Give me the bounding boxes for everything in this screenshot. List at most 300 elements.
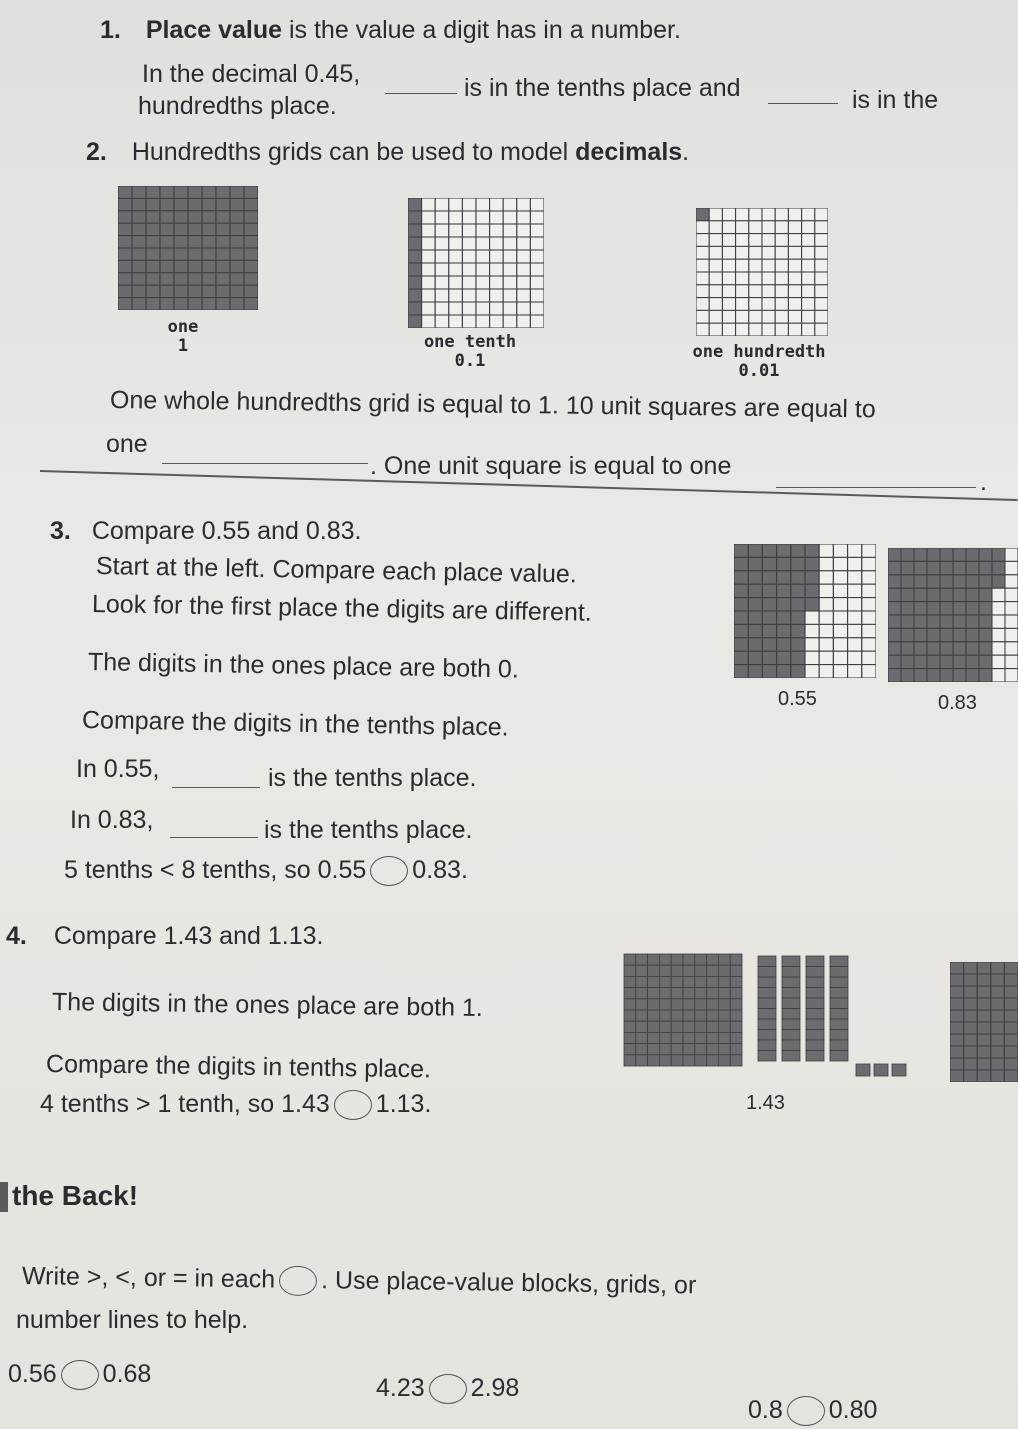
rod-cell <box>782 967 800 978</box>
grid-cell <box>696 285 709 298</box>
grid-cell <box>230 198 244 210</box>
grid-cell <box>815 298 828 311</box>
grid-cell <box>517 276 531 289</box>
grid-cell <box>862 638 876 651</box>
grid-cell <box>734 638 748 651</box>
back-heading-tab <box>0 1182 8 1212</box>
grid-cell <box>408 315 422 328</box>
grid-cell <box>696 323 709 336</box>
q3-blank-083[interactable] <box>170 836 258 838</box>
grid-cell <box>979 615 992 628</box>
grid-cell <box>914 642 927 655</box>
grid-cell <box>927 615 940 628</box>
flat-cell <box>671 1021 683 1032</box>
grid-cell <box>709 259 722 272</box>
rod-cell <box>830 1051 848 1062</box>
grid-cell <box>940 602 953 615</box>
grid-cell <box>762 208 775 221</box>
grid-083-cells <box>888 548 1018 682</box>
grid-cell <box>805 598 819 611</box>
grid-cell <box>888 628 901 641</box>
grid-cell <box>748 544 762 557</box>
q4-line3 <box>40 1090 431 1120</box>
grid-cell <box>953 642 966 655</box>
grid-cell <box>901 602 914 615</box>
grid-cell <box>802 259 815 272</box>
grid-cell <box>503 211 517 224</box>
grid-cell <box>964 974 978 986</box>
grid-cell <box>202 198 216 210</box>
grid-cell <box>802 221 815 234</box>
grid-cell <box>950 1070 964 1082</box>
grid-cell <box>966 642 979 655</box>
grid-cell <box>762 598 776 611</box>
grid-cell <box>1005 575 1018 588</box>
grid-cell <box>216 298 230 310</box>
q2-sentence-b3: . <box>980 468 987 496</box>
grid-cell <box>777 544 791 557</box>
grid-cell <box>476 263 490 276</box>
grid-cell <box>736 234 749 247</box>
flat-cell <box>730 1032 742 1043</box>
grid-cell <box>476 211 490 224</box>
grid-cell <box>160 236 174 248</box>
grid-cell <box>408 289 422 302</box>
grid-cell <box>709 208 722 221</box>
grid-cell <box>422 263 436 276</box>
rod-cell <box>782 988 800 999</box>
grid-cell <box>927 669 940 682</box>
grid-cell <box>503 224 517 237</box>
grid-cell <box>914 548 927 561</box>
grid-cell <box>202 298 216 310</box>
grid-cell <box>762 234 775 247</box>
grid-cell <box>833 571 847 584</box>
q1-blank-tenths[interactable] <box>385 92 457 94</box>
grid-tenth-value: 0.1 <box>454 351 486 371</box>
q4-compare-oval[interactable] <box>334 1090 372 1120</box>
q1-blank-hundredths[interactable] <box>768 102 838 104</box>
grid-cell <box>940 655 953 668</box>
flat-cell <box>718 954 730 965</box>
flat-cell <box>671 999 683 1010</box>
grid-cell <box>462 263 476 276</box>
flat-cell <box>730 999 742 1010</box>
grid-cell <box>408 302 422 315</box>
grid-cell <box>174 223 188 235</box>
grid-cell <box>762 624 776 637</box>
grid-hundredth-label: one hundredth <box>692 342 826 362</box>
grid-cell <box>230 285 244 297</box>
grid-cell <box>230 223 244 235</box>
grid-cell <box>927 655 940 668</box>
grid-cell <box>734 557 748 570</box>
grid-cell <box>146 260 160 272</box>
back-inst-b: . Use place-value blocks, grids, or <box>320 1266 697 1300</box>
flat-cell <box>718 999 730 1010</box>
grid-cell <box>950 1022 964 1034</box>
flat-cell <box>707 1044 719 1055</box>
grid-cell <box>146 248 160 260</box>
back-inst-a: Write >, <, or = in each <box>21 1262 276 1294</box>
grid-cell <box>132 273 146 285</box>
grid-cell <box>722 246 735 259</box>
flat-cell <box>695 965 707 976</box>
q2-blank-hundredth[interactable] <box>776 486 976 488</box>
grid-cell <box>530 302 544 315</box>
grid-cell <box>146 198 160 210</box>
grid-cell <box>805 624 819 637</box>
flat-cell <box>695 988 707 999</box>
rod-cell <box>758 956 776 967</box>
grid-055 <box>734 544 876 678</box>
flat-cell <box>695 954 707 965</box>
grid-hundredth-value: 0.01 <box>738 361 780 381</box>
grid-cell <box>435 211 449 224</box>
grid-cell <box>805 544 819 557</box>
flat-cell <box>671 1032 683 1043</box>
problem-1-oval[interactable] <box>61 1360 99 1390</box>
flat-cell <box>648 965 660 976</box>
flat-cell <box>624 1055 636 1066</box>
grid-cell <box>146 186 160 198</box>
grid-cell <box>503 302 517 315</box>
flat-cell <box>659 1044 671 1055</box>
flat-cell <box>624 954 636 965</box>
grid-cell <box>805 665 819 678</box>
q3-line7 <box>64 856 468 886</box>
q1-line2b: is in the tenths place and <box>464 74 741 102</box>
grid-cell <box>992 548 1005 561</box>
grid-cell <box>762 611 776 624</box>
q3-compare-oval[interactable] <box>370 856 408 886</box>
grid-cell <box>422 237 436 250</box>
q1-line3: hundredths place. <box>138 92 337 120</box>
grid-cell <box>914 588 927 601</box>
grid-cell <box>979 628 992 641</box>
grid-cell <box>833 598 847 611</box>
grid-cell <box>775 246 788 259</box>
grid-cell <box>833 624 847 637</box>
grid-cell <box>802 272 815 285</box>
q3-line6b: is the tenths place. <box>264 816 473 844</box>
rod-cell <box>806 1051 824 1062</box>
q2-sentence-a: One whole hundredths grid is equal to 1. 10 unit squares are equal to <box>109 386 876 424</box>
flat-cell <box>683 1055 695 1066</box>
rod-cell <box>806 956 824 967</box>
grid-cell <box>118 223 132 235</box>
grid-cell <box>722 208 735 221</box>
flat-cell <box>636 1055 648 1066</box>
grid-cell <box>979 548 992 561</box>
flat-cell <box>695 976 707 987</box>
grid-cell <box>862 557 876 570</box>
flat-cell <box>624 1044 636 1055</box>
grid-cell <box>230 236 244 248</box>
grid-cell <box>748 665 762 678</box>
flat-cell <box>707 1021 719 1032</box>
grid-cell <box>517 250 531 263</box>
grid-cell <box>901 548 914 561</box>
flat-cell <box>624 1010 636 1021</box>
grid-cell <box>188 198 202 210</box>
grid-cell <box>848 611 862 624</box>
rod-cell <box>806 977 824 988</box>
grid-cell <box>901 561 914 574</box>
grid-cell <box>118 248 132 260</box>
grid-cell <box>216 236 230 248</box>
q3-line5b: is the tenths place. <box>268 764 477 792</box>
grid-cell <box>709 272 722 285</box>
grid-cell <box>802 285 815 298</box>
flat-cell <box>707 999 719 1010</box>
grid-cell <box>791 584 805 597</box>
grid-cell <box>202 211 216 223</box>
grid-cell <box>216 186 230 198</box>
q3-blank-055[interactable] <box>172 786 260 788</box>
grid-cell <box>736 259 749 272</box>
q1-bold-term: Place value <box>145 16 283 44</box>
rod-cell <box>782 1051 800 1062</box>
grid-cell <box>901 655 914 668</box>
flat-cell <box>671 1055 683 1066</box>
grid-tenth-label: one tenth <box>423 332 517 352</box>
grid-cell <box>940 548 953 561</box>
flat-cell <box>683 1044 695 1055</box>
flat-cell <box>718 1055 730 1066</box>
unit-cube <box>892 1064 906 1076</box>
rod-cell <box>782 998 800 1009</box>
grid-cell <box>762 246 775 259</box>
grid-cell <box>749 208 762 221</box>
rod-cell <box>830 988 848 999</box>
grid-cell <box>901 628 914 641</box>
grid-cell <box>174 298 188 310</box>
grid-083-label: 0.83 <box>938 692 977 714</box>
problem-3-oval[interactable] <box>787 1396 825 1426</box>
flat-cell <box>659 999 671 1010</box>
grid-cell <box>777 611 791 624</box>
rod-cell <box>782 1030 800 1041</box>
grid-cell <box>188 211 202 223</box>
grid-cell <box>888 548 901 561</box>
grid-cell <box>1004 986 1018 998</box>
grid-cell <box>244 236 258 248</box>
grid-cell <box>132 236 146 248</box>
grid-cell <box>118 236 132 248</box>
grid-cell <box>953 615 966 628</box>
grid-cell <box>449 302 463 315</box>
grid-cell <box>160 248 174 260</box>
grid-cell <box>1005 602 1018 615</box>
q2-number: 2. <box>86 138 107 166</box>
grid-cell <box>422 211 436 224</box>
flat-cell <box>730 988 742 999</box>
grid-cell <box>734 544 748 557</box>
flat-cell <box>636 976 648 987</box>
grid-cell <box>422 302 436 315</box>
grid-cell <box>748 557 762 570</box>
grid-cell <box>1005 588 1018 601</box>
grid-cell <box>1005 548 1018 561</box>
q2-sentence-b1: one <box>106 430 148 458</box>
grid-cell <box>819 611 833 624</box>
grid-cell <box>435 263 449 276</box>
grid-cell <box>819 584 833 597</box>
grid-cell <box>991 962 1005 974</box>
grid-cell <box>979 669 992 682</box>
grid-cell <box>762 272 775 285</box>
grid-cell <box>462 198 476 211</box>
rod-cell <box>758 1051 776 1062</box>
grid-cell <box>734 598 748 611</box>
grid-cell <box>696 310 709 323</box>
place-value-model-143 <box>620 948 940 1088</box>
grid-cell <box>530 276 544 289</box>
grid-cell <box>748 651 762 664</box>
grid-cell <box>805 651 819 664</box>
grid-cell <box>734 651 748 664</box>
grid-one-label: one <box>167 317 199 337</box>
flat-cell <box>695 1032 707 1043</box>
grid-cell <box>244 273 258 285</box>
q2-blank-tenth[interactable] <box>162 462 368 464</box>
grid-cell <box>230 211 244 223</box>
grid-cell <box>748 571 762 584</box>
grid-cell <box>118 285 132 297</box>
grid-cell <box>914 655 927 668</box>
grid-cell <box>435 315 449 328</box>
grid-cell <box>748 598 762 611</box>
grid-cell <box>862 624 876 637</box>
grid-cell <box>1004 1046 1018 1058</box>
flat-cell <box>659 965 671 976</box>
grid-cell <box>736 298 749 311</box>
grid-cell <box>476 276 490 289</box>
grid-cell <box>530 315 544 328</box>
grid-hundredth-cells <box>696 208 828 336</box>
rod-cell <box>806 1040 824 1051</box>
grid-cell <box>777 584 791 597</box>
grid-cell <box>244 223 258 235</box>
grid-cell <box>709 221 722 234</box>
grid-cell <box>530 250 544 263</box>
grid-cell <box>833 557 847 570</box>
q3-line7a: 5 tenths < 8 tenths, so 0.55 <box>64 856 367 884</box>
grid-cell <box>791 624 805 637</box>
grid-cell <box>964 1022 978 1034</box>
grid-cell <box>992 602 1005 615</box>
rod-cell <box>830 967 848 978</box>
flat-cell <box>648 954 660 965</box>
grid-cell <box>964 1058 978 1070</box>
flat-cell <box>707 965 719 976</box>
grid-cell <box>132 223 146 235</box>
grid-cell <box>979 655 992 668</box>
flat-cell <box>718 1010 730 1021</box>
grid-cell <box>815 234 828 247</box>
q2-period: . <box>682 138 690 166</box>
rod-cell <box>782 1009 800 1020</box>
grid-tenth-cells <box>408 198 544 328</box>
grid-cell <box>991 1058 1005 1070</box>
grid-cell <box>762 651 776 664</box>
grid-cell <box>1004 1058 1018 1070</box>
flat-cell <box>730 965 742 976</box>
flat-cell <box>695 1021 707 1032</box>
grid-cell <box>422 198 436 211</box>
grid-055-label: 0.55 <box>778 688 817 710</box>
grid-cell <box>476 224 490 237</box>
flat-cell <box>659 1021 671 1032</box>
grid-cell <box>848 651 862 664</box>
grid-cell <box>815 208 828 221</box>
grid-cell <box>216 223 230 235</box>
grid-cell <box>517 289 531 302</box>
grid-cell <box>888 669 901 682</box>
grid-cell <box>815 246 828 259</box>
grid-cell <box>775 310 788 323</box>
grid-cell <box>449 198 463 211</box>
flat-cell <box>730 976 742 987</box>
problem-2-oval[interactable] <box>429 1374 467 1404</box>
grid-cell <box>950 998 964 1010</box>
grid-cell <box>791 638 805 651</box>
grid-cell <box>435 198 449 211</box>
grid-cell <box>736 310 749 323</box>
grid-cell <box>788 208 801 221</box>
flat-cell <box>707 954 719 965</box>
grid-cell <box>762 571 776 584</box>
grid-cell <box>833 638 847 651</box>
grid-cell <box>964 1046 978 1058</box>
grid-cell <box>775 208 788 221</box>
rod-cell <box>758 1019 776 1030</box>
grid-cell <box>422 289 436 302</box>
grid-cell <box>132 211 146 223</box>
grid-cell <box>188 186 202 198</box>
grid-cell <box>819 544 833 557</box>
q1-line2a: In the decimal 0.45, <box>142 60 361 88</box>
grid-cell <box>950 974 964 986</box>
grid-cell <box>953 561 966 574</box>
grid-cell <box>476 289 490 302</box>
grid-cell <box>216 260 230 272</box>
grid-cell <box>802 298 815 311</box>
back-problem-3 <box>748 1396 877 1426</box>
grid-cell <box>901 575 914 588</box>
flat-cell <box>648 1021 660 1032</box>
grid-cell <box>118 198 132 210</box>
flat-cell <box>624 999 636 1010</box>
grid-cell <box>696 272 709 285</box>
q3-line6a: In 0.83, <box>70 806 154 834</box>
grid-cell <box>216 211 230 223</box>
grid-cell <box>819 624 833 637</box>
grid-cell <box>530 198 544 211</box>
grid-cell <box>132 298 146 310</box>
q3-heading <box>50 517 361 546</box>
grid-cell <box>722 298 735 311</box>
grid-cell <box>777 665 791 678</box>
grid-cell <box>791 665 805 678</box>
grid-cell <box>888 615 901 628</box>
grid-cell <box>188 273 202 285</box>
grid-cell <box>953 548 966 561</box>
rod-cell <box>758 988 776 999</box>
problem-3-left: 0.8 <box>748 1396 783 1424</box>
back-inst-c: number lines to help. <box>16 1306 249 1334</box>
